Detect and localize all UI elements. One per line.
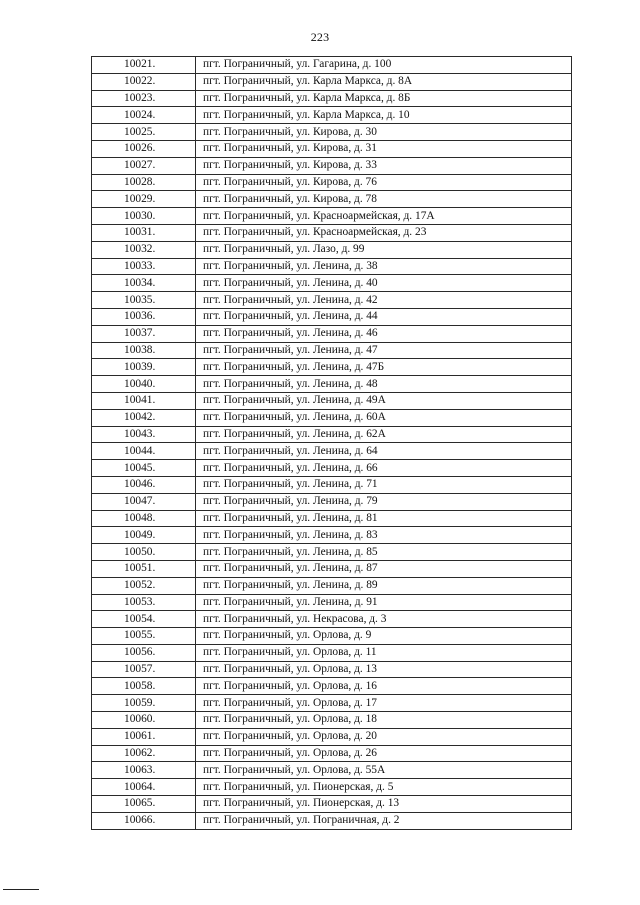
page-number: 223 [310, 30, 330, 44]
address-cell: пгт. Пограничный, ул. Пограничная, д. 2 [196, 812, 572, 829]
row-number-cell: 10061. [92, 728, 196, 745]
row-number-cell: 10033. [92, 258, 196, 275]
row-number-cell: 10053. [92, 594, 196, 611]
row-number-cell: 10038. [92, 342, 196, 359]
row-number-cell: 10024. [92, 107, 196, 124]
address-cell: пгт. Пограничный, ул. Пионерская, д. 13 [196, 796, 572, 813]
row-number-cell: 10025. [92, 124, 196, 141]
table-row [92, 57, 572, 74]
table-row [92, 107, 572, 124]
row-number-cell: 10052. [92, 577, 196, 594]
address-cell: пгт. Пограничный, ул. Ленина, д. 38 [196, 258, 572, 275]
row-number-cell: 10044. [92, 443, 196, 460]
table-row [92, 628, 572, 645]
table-row [92, 611, 572, 628]
address-cell: пгт. Пограничный, ул. Орлова, д. 16 [196, 678, 572, 695]
row-number-cell: 10066. [92, 812, 196, 829]
row-number-cell: 10056. [92, 644, 196, 661]
table-row [92, 342, 572, 359]
address-cell: пгт. Пограничный, ул. Ленина, д. 87 [196, 560, 572, 577]
address-cell: пгт. Пограничный, ул. Ленина, д. 83 [196, 527, 572, 544]
address-cell: пгт. Пограничный, ул. Кирова, д. 78 [196, 191, 572, 208]
row-number-cell: 10028. [92, 174, 196, 191]
address-cell: пгт. Пограничный, ул. Орлова, д. 20 [196, 728, 572, 745]
address-cell: пгт. Пограничный, ул. Лазо, д. 99 [196, 241, 572, 258]
table-row [92, 90, 572, 107]
table-row [92, 728, 572, 745]
row-number-cell: 10055. [92, 628, 196, 645]
address-cell: пгт. Пограничный, ул. Пионерская, д. 5 [196, 779, 572, 796]
table-row [92, 359, 572, 376]
address-cell: пгт. Пограничный, ул. Кирова, д. 33 [196, 157, 572, 174]
address-cell: пгт. Пограничный, ул. Гагарина, д. 100 [196, 57, 572, 74]
table-row [92, 695, 572, 712]
table-row [92, 594, 572, 611]
address-cell: пгт. Пограничный, ул. Карла Маркса, д. 10 [196, 107, 572, 124]
table-row [92, 476, 572, 493]
address-cell: пгт. Пограничный, ул. Ленина, д. 79 [196, 493, 572, 510]
address-cell: пгт. Пограничный, ул. Ленина, д. 40 [196, 275, 572, 292]
table-row [92, 661, 572, 678]
address-cell: пгт. Пограничный, ул. Ленина, д. 71 [196, 476, 572, 493]
row-number-cell: 10021. [92, 57, 196, 74]
table-row [92, 577, 572, 594]
row-number-cell: 10046. [92, 476, 196, 493]
table-row [92, 527, 572, 544]
table-row [92, 325, 572, 342]
row-number-cell: 10034. [92, 275, 196, 292]
table-row [92, 124, 572, 141]
table-row [92, 258, 572, 275]
address-cell: пгт. Пограничный, ул. Ленина, д. 47Б [196, 359, 572, 376]
row-number-cell: 10041. [92, 392, 196, 409]
table-row [92, 745, 572, 762]
table-row [92, 208, 572, 225]
address-cell: пгт. Пограничный, ул. Ленина, д. 46 [196, 325, 572, 342]
table-row [92, 544, 572, 561]
table-row [92, 191, 572, 208]
table-row [92, 409, 572, 426]
row-number-cell: 10022. [92, 73, 196, 90]
table-row [92, 644, 572, 661]
address-cell: пгт. Пограничный, ул. Орлова, д. 9 [196, 628, 572, 645]
address-cell: пгт. Пограничный, ул. Ленина, д. 64 [196, 443, 572, 460]
address-cell: пгт. Пограничный, ул. Орлова, д. 26 [196, 745, 572, 762]
row-number-cell: 10027. [92, 157, 196, 174]
table-row [92, 376, 572, 393]
address-cell: пгт. Пограничный, ул. Красноармейская, д. 17А [196, 208, 572, 225]
address-cell: пгт. Пограничный, ул. Карла Маркса, д. 8А [196, 73, 572, 90]
row-number-cell: 10036. [92, 308, 196, 325]
address-cell: пгт. Пограничный, ул. Ленина, д. 81 [196, 510, 572, 527]
address-cell: пгт. Пограничный, ул. Красноармейская, д. 23 [196, 224, 572, 241]
table-row [92, 796, 572, 813]
row-number-cell: 10031. [92, 224, 196, 241]
row-number-cell: 10064. [92, 779, 196, 796]
table-row [92, 510, 572, 527]
table-row [92, 678, 572, 695]
address-cell: пгт. Пограничный, ул. Ленина, д. 49А [196, 392, 572, 409]
address-register-body [92, 57, 572, 830]
address-cell: пгт. Пограничный, ул. Ленина, д. 62А [196, 426, 572, 443]
row-number-cell: 10026. [92, 140, 196, 157]
row-number-cell: 10050. [92, 544, 196, 561]
address-cell: пгт. Пограничный, ул. Ленина, д. 91 [196, 594, 572, 611]
address-cell: пгт. Пограничный, ул. Ленина, д. 48 [196, 376, 572, 393]
row-number-cell: 10023. [92, 90, 196, 107]
row-number-cell: 10042. [92, 409, 196, 426]
row-number-cell: 10045. [92, 460, 196, 477]
table-row [92, 460, 572, 477]
footnote-separator [3, 889, 39, 890]
row-number-cell: 10063. [92, 762, 196, 779]
row-number-cell: 10058. [92, 678, 196, 695]
address-cell: пгт. Пограничный, ул. Орлова, д. 18 [196, 712, 572, 729]
table-row [92, 560, 572, 577]
address-cell: пгт. Пограничный, ул. Орлова, д. 17 [196, 695, 572, 712]
table-row [92, 224, 572, 241]
row-number-cell: 10032. [92, 241, 196, 258]
address-cell: пгт. Пограничный, ул. Кирова, д. 76 [196, 174, 572, 191]
table-row [92, 308, 572, 325]
table-row [92, 275, 572, 292]
address-cell: пгт. Пограничный, ул. Орлова, д. 13 [196, 661, 572, 678]
address-cell: пгт. Пограничный, ул. Ленина, д. 66 [196, 460, 572, 477]
address-cell: пгт. Пограничный, ул. Ленина, д. 60А [196, 409, 572, 426]
row-number-cell: 10043. [92, 426, 196, 443]
address-cell: пгт. Пограничный, ул. Карла Маркса, д. 8Б [196, 90, 572, 107]
address-cell: пгт. Пограничный, ул. Орлова, д. 11 [196, 644, 572, 661]
row-number-cell: 10057. [92, 661, 196, 678]
address-cell: пгт. Пограничный, ул. Ленина, д. 44 [196, 308, 572, 325]
row-number-cell: 10065. [92, 796, 196, 813]
address-cell: пгт. Пограничный, ул. Некрасова, д. 3 [196, 611, 572, 628]
table-row [92, 493, 572, 510]
table-row [92, 712, 572, 729]
row-number-cell: 10051. [92, 560, 196, 577]
table-row [92, 292, 572, 309]
row-number-cell: 10048. [92, 510, 196, 527]
row-number-cell: 10047. [92, 493, 196, 510]
table-row [92, 443, 572, 460]
row-number-cell: 10037. [92, 325, 196, 342]
row-number-cell: 10035. [92, 292, 196, 309]
row-number-cell: 10040. [92, 376, 196, 393]
table-row [92, 73, 572, 90]
table-row [92, 241, 572, 258]
table-row [92, 157, 572, 174]
address-cell: пгт. Пограничный, ул. Кирова, д. 30 [196, 124, 572, 141]
table-row [92, 426, 572, 443]
table-row [92, 812, 572, 829]
table-row [92, 174, 572, 191]
row-number-cell: 10049. [92, 527, 196, 544]
address-cell: пгт. Пограничный, ул. Ленина, д. 47 [196, 342, 572, 359]
address-cell: пгт. Пограничный, ул. Ленина, д. 85 [196, 544, 572, 561]
address-cell: пгт. Пограничный, ул. Кирова, д. 31 [196, 140, 572, 157]
address-cell: пгт. Пограничный, ул. Ленина, д. 89 [196, 577, 572, 594]
address-register-table [91, 56, 572, 830]
row-number-cell: 10054. [92, 611, 196, 628]
row-number-cell: 10029. [92, 191, 196, 208]
row-number-cell: 10060. [92, 712, 196, 729]
table-row [92, 140, 572, 157]
table-row [92, 762, 572, 779]
row-number-cell: 10030. [92, 208, 196, 225]
row-number-cell: 10062. [92, 745, 196, 762]
address-cell: пгт. Пограничный, ул. Ленина, д. 42 [196, 292, 572, 309]
row-number-cell: 10059. [92, 695, 196, 712]
row-number-cell: 10039. [92, 359, 196, 376]
table-row [92, 779, 572, 796]
address-cell: пгт. Пограничный, ул. Орлова, д. 55А [196, 762, 572, 779]
table-row [92, 392, 572, 409]
